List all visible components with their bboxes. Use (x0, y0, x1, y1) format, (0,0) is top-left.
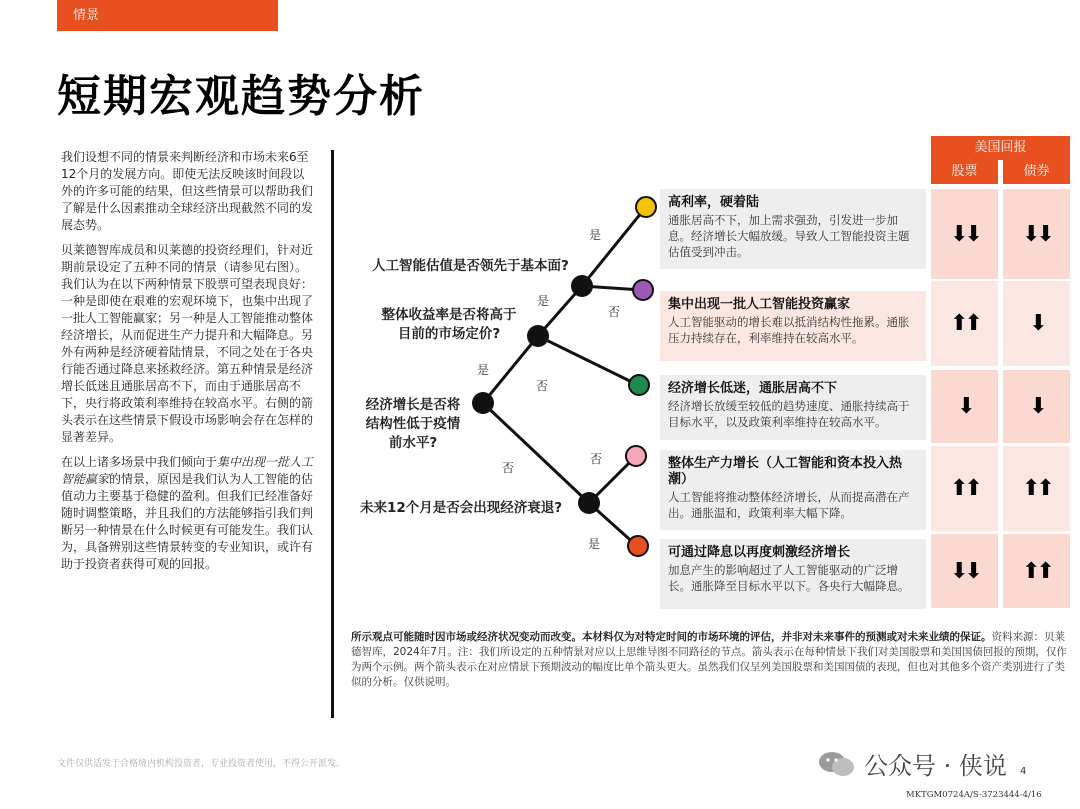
label-yes-growth: 是 (477, 363, 490, 377)
document-code: MKTGM0724A/S-3723444-4/16 (906, 790, 1042, 800)
label-yes-recession: 是 (588, 537, 601, 551)
label-no-growth: 否 (502, 461, 515, 475)
intro-paragraph-2: 贝莱德智库成员和贝莱德的投资经理们，针对近期前景设定了五种不同的情景（请参见右图）。我们认为在以下两种情景下股票可望表现良好：一种是即使在艰难的宏观环境下，也集中出现了一批人工智能赢家；另一种是人工智能推动整体经济增长，从而促进生产力提升和大幅降息。另外有两种是经济硬着陆情景，不同之处在于各央行能否通过降息来拯救经济。第五种情景是经济增长低迷且通胀居高不下，而由于通胀居高不下，央行将政策利率维持在较高水平。右侧的箭头表示在这些情景下假设市场影响会存在怎样的显著差异。 (61, 243, 314, 444)
scenario-2-text (660, 291, 926, 361)
scenario-2-equity: ⬆⬆ (931, 281, 998, 366)
scenario-4-title: 整体生产力增长（人工智能和资本投入热潮） (668, 456, 903, 487)
scenario-5-equity: ⬇⬇ (931, 534, 998, 608)
node-growth (472, 392, 494, 414)
returns-header: 美国回报 (931, 136, 1070, 160)
scenario-1-equity: ⬇⬇ (931, 189, 998, 279)
intro-paragraph-3 (61, 454, 315, 573)
scenario-5-desc: 加息产生的影响超过了人工智能驱动的广泛增长。通胀降至目标水平以下。各央行大幅降息。 (668, 563, 910, 593)
question-valuation: 人工智能估值是否领先于基本面? (372, 258, 569, 274)
label-yes-earnings: 是 (537, 294, 550, 308)
tree-edge-earnings-green (538, 336, 638, 385)
label-yes-valuation: 是 (589, 228, 602, 242)
question-earnings-line2: 目前的市场定价? (397, 326, 501, 342)
footnote-bold: 所示观点可能随时因市场或经济状况变动而改变。本材料仅为对特定时间的市场环境的评估，并非对未来事件的预测或对未来业绩的保证。 (351, 631, 992, 643)
intro-p3-emphasis: 集中出现一批人工智能赢家 (61, 455, 314, 486)
page-number: 4 (1020, 766, 1027, 777)
column-equity-header: 股票 (931, 160, 998, 184)
scenario-2-title: 集中出现一批人工智能投资赢家 (668, 297, 851, 312)
label-no-earnings: 否 (536, 379, 549, 393)
scenario-3-text (660, 375, 926, 440)
scenario-3-equity: ⬇ (931, 370, 998, 443)
scenario-2-desc: 人工智能驱动的增长难以抵消结构性拖累。通胀压力持续存在，利率维持在较高水平。 (668, 315, 910, 345)
tree-edge-valuation-yellow (582, 207, 646, 286)
scenario-4-text (660, 450, 926, 530)
scenario-5-bond: ⬆⬆ (1003, 534, 1070, 608)
intro-p3-lead: 在以上诸多场景中我们倾向于 (61, 455, 218, 469)
intro-paragraph-1: 我们设想不同的情景来判断经济和市场未来6至12个月的发展方向。即使无法反映该时间段以外的许多可能的结果，但这些情景可以帮助我们了解是什么因素推动全球经济出现截然不同的发展态势。 (61, 150, 314, 232)
scenario-1-text (660, 189, 926, 269)
wechat-icon (818, 750, 856, 778)
question-growth-line3: 前水平? (388, 435, 438, 451)
scenario-5-title: 可通过降息以再度刺激经济增长 (668, 545, 851, 560)
question-growth (358, 396, 468, 453)
question-earnings (374, 306, 524, 344)
scenario-2-bond: ⬇ (1003, 281, 1070, 366)
scenario-1-title: 高利率，硬着陆 (668, 195, 760, 210)
leaf-purple (633, 280, 653, 300)
scenario-4-equity: ⬆⬆ (931, 446, 998, 531)
decision-tree (334, 150, 664, 610)
page-title: 短期宏观趋势分析 (57, 71, 425, 122)
question-recession: 未来12个月是否会出现经济衰退? (360, 500, 563, 516)
section-tag: 情景 (57, 0, 278, 31)
leaf-pink (626, 446, 646, 466)
footnote-text: 资料来源：贝莱德智库，2024年7月。注：我们所设定的五种情景对应以上思维导图不同路径的节点。箭头表示在每种情景下我们对美国股票和美国国债回报的预期，仅作为两个示例。两个箭头表示在对应情景下预期波动的幅度比单个箭头更大。虽然我们仅呈列美国股票和美国国债的表现，但也对其他多个资产类别进行了类似的分析。仅供说明。 (351, 631, 1067, 688)
watermark (818, 746, 1007, 781)
node-valuation (571, 275, 593, 297)
question-growth-line1: 经济增长是否将 (365, 397, 461, 413)
label-no-valuation: 否 (608, 305, 621, 319)
scenario-5-text (660, 539, 926, 609)
intro-text (61, 149, 315, 581)
node-recession (578, 492, 600, 514)
question-earnings-line1: 整体收益率是否将高于 (381, 307, 517, 323)
scenario-3-title: 经济增长低迷，通胀居高不下 (668, 381, 838, 396)
label-no-recession: 否 (590, 452, 603, 466)
scenario-1-bond: ⬇⬇ (1003, 189, 1070, 279)
scenario-3-bond: ⬇ (1003, 370, 1070, 443)
leaf-yellow (636, 197, 656, 217)
footnote (351, 630, 1069, 690)
tree-edge-growth-earnings (483, 336, 538, 403)
leaf-green (629, 375, 649, 395)
node-earnings (527, 325, 549, 347)
watermark-text: 公众号 · 侠说 (864, 752, 1007, 780)
column-bond-header: 债券 (1003, 160, 1070, 184)
scenario-4-desc: 人工智能将推动整体经济增长，从而提高潜在产出。通胀温和，政策利率大幅下降。 (668, 490, 910, 520)
scenario-4-bond: ⬆⬆ (1003, 446, 1070, 531)
leaf-red (628, 536, 648, 556)
tree-edge-growth-recession (483, 403, 589, 503)
intro-p3-rest: 的情景，原因是我们认为人工智能的估值动力主要基于稳健的盈利。但我们已经准备好随时调整策略，并且我们的方法能够指引我们判断另一种情景在什么时候更有可能发生。我们认为，具备辨别这些情景转变的专业知识，或许有助于投资者获得可观的回报。 (61, 472, 314, 571)
disclaimer: 文件仅供适发于合格境内机构投资者，专业投资者使用，不得公开派发。 (57, 759, 346, 769)
scenario-1-desc: 通胀居高不下，加上需求强劲，引发进一步加息。经济增长大幅放缓。导致人工智能投资主题估值受到冲击。 (668, 213, 910, 259)
question-growth-line2: 结构性低于疫情 (365, 416, 461, 432)
scenario-3-desc: 经济增长放缓至较低的趋势速度、通胀持续高于目标水平，以及政策利率维持在较高水平。 (668, 399, 910, 429)
